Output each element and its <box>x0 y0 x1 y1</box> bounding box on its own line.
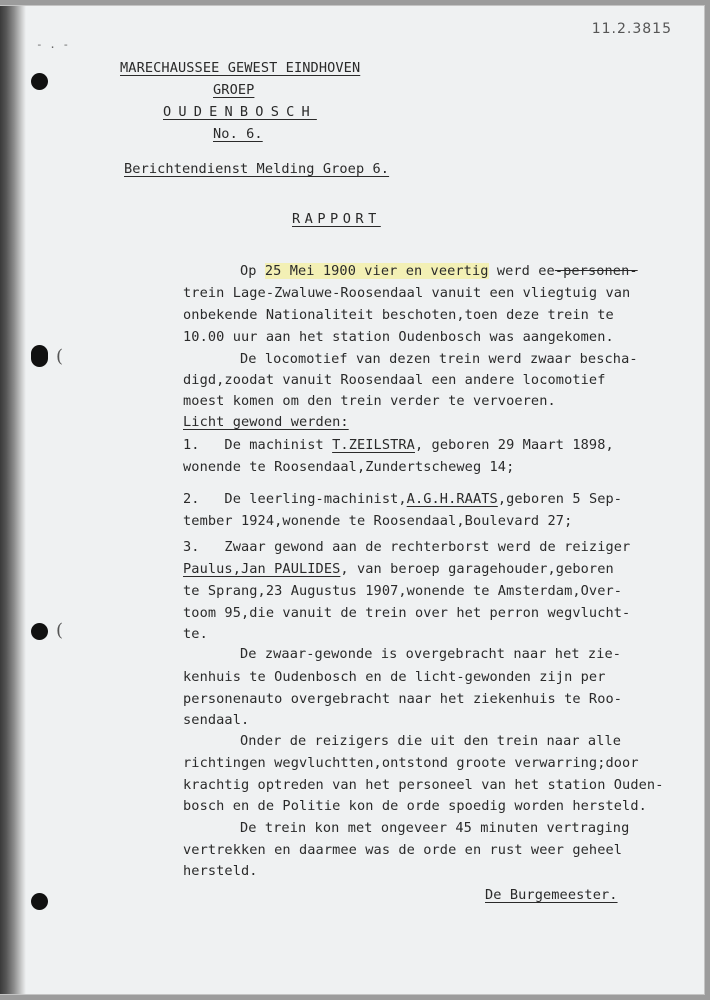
punch-hole <box>31 73 48 90</box>
list-item: toom 95,die vanuit de trein over het perron wegvlucht- <box>183 605 631 621</box>
header-line-3: OUDENBOSCH <box>163 104 317 120</box>
body-line: vertrekken en daarmee was de orde en rust weer geheel <box>183 842 623 858</box>
punch-hole <box>31 345 48 367</box>
clip-mark: ( <box>56 346 64 367</box>
punch-hole <box>31 893 48 910</box>
binding-strip <box>0 6 26 994</box>
list-item: te Sprang,23 Augustus 1907,wonende te Amsterdam,Over- <box>183 583 623 599</box>
subject-line: Berichtendienst Melding Groep 6. <box>124 161 390 177</box>
list-item: 1. De machinist T.ZEILSTRA, geboren 29 Maart 1898, <box>183 437 614 453</box>
body-line: moest komen om den trein verder te vervoeren. <box>183 393 556 409</box>
list-item: 2. De leerling-machinist,A.G.H.RAATS,geboren 5 Sep- <box>183 491 623 507</box>
body-line: bosch en de Politie kon de orde spoedig worden hersteld. <box>183 798 647 814</box>
list-item: te. <box>183 626 208 642</box>
pencil-mark: - . - <box>36 38 70 51</box>
header-line-1: MARECHAUSSEE GEWEST EINDHOVEN <box>120 60 361 76</box>
list-item: 3. Zwaar gewond aan de rechterborst werd de reiziger <box>183 539 631 555</box>
header-line-2: GROEP <box>213 82 255 98</box>
list-item: tember 1924,wonende te Roosendaal,Boulevard 27; <box>183 513 573 529</box>
body-line: digd,zoodat vanuit Roosendaal een andere locomotief <box>183 372 606 388</box>
section-heading: Licht gewond werden: <box>183 414 349 430</box>
body-line: trein Lage-Zwaluwe-Roosendaal vanuit een vliegtuig van <box>183 285 631 301</box>
report-title: RAPPORT <box>292 211 381 227</box>
archive-number: 11.2.3815 <box>591 21 672 37</box>
body-line: personenauto overgebracht naar het ziekenhuis te Roo- <box>183 691 623 707</box>
body-line: De trein kon met ongeveer 45 minuten vertraging <box>240 820 630 836</box>
body-line: sendaal. <box>183 712 250 728</box>
body-line: hersteld. <box>183 863 258 879</box>
body-line: 10.00 uur aan het station Oudenbosch was aangekomen. <box>183 329 614 345</box>
body-line: De zwaar-gewonde is overgebracht naar het zie- <box>240 646 622 662</box>
list-item: wonende te Roosendaal,Zundertscheweg 14; <box>183 459 515 475</box>
body-line: onbekende Nationaliteit beschoten,toen deze trein te <box>183 307 614 323</box>
body-line: krachtig optreden van het personeel van het station Ouden- <box>183 777 664 793</box>
punch-hole <box>31 623 48 640</box>
header-line-4: No. 6. <box>213 126 263 142</box>
list-item: Paulus,Jan PAULIDES, van beroep garagehouder,geboren <box>183 561 614 577</box>
body-line: Op 25 Mei 1900 vier en veertig werd ee-personen- <box>240 263 638 279</box>
body-line: De locomotief van dezen trein werd zwaar bescha- <box>240 351 638 367</box>
signature: De Burgemeester. <box>485 887 618 903</box>
document-page <box>0 6 704 994</box>
clip-mark: ( <box>56 620 64 641</box>
body-line: kenhuis te Oudenbosch en de licht-gewonden zijn per <box>183 669 606 685</box>
body-line: Onder de reizigers die uit den trein naar alle <box>240 733 622 749</box>
body-line: richtingen wegvluchtten,ontstond groote verwarring;door <box>183 755 639 771</box>
